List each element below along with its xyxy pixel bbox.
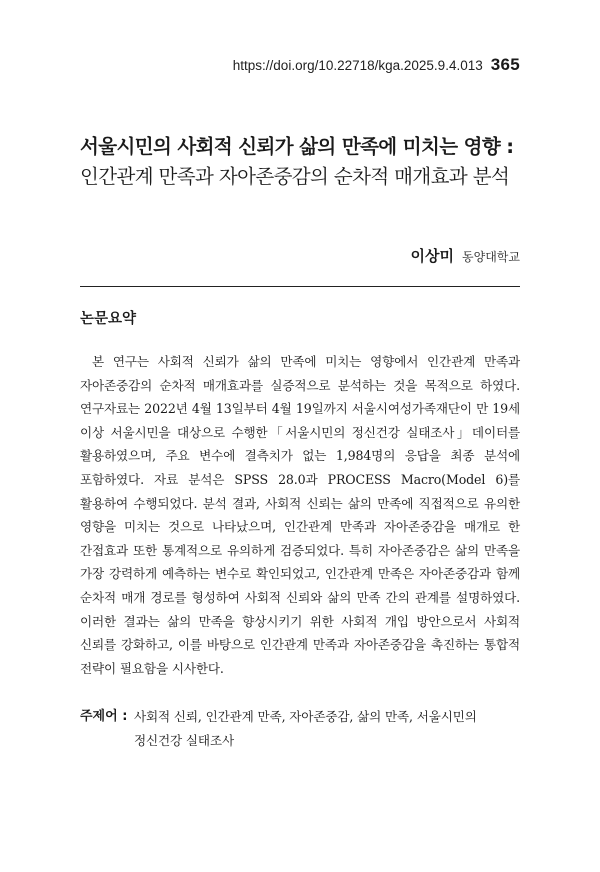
- keywords-block: [80, 705, 520, 752]
- keywords-list: 사회적 신뢰, 인간관계 만족, 자아존중감, 삶의 만족, 서울시민의 정신건강 실태조사: [134, 709, 477, 748]
- doi-link[interactable]: https://doi.org/10.22718/kga.2025.9.4.013: [232, 58, 483, 73]
- page-number: 365: [490, 55, 520, 74]
- paper-subtitle: 인간관계 만족과 자아존중감의 순차적 매개효과 분석: [80, 165, 510, 188]
- abstract-body: 본 연구는 사회적 신뢰가 삶의 만족에 미치는 영향에서 인간관계 만족과 자아존중감의 순차적 매개효과를 실증적으로 분석하는 것을 목적으로 하였다. 연구자료는 2022년 4월 13일부터 4월 19일까지 서울시여성가족재단이 만 19세 이상 서울시민을 대상으로 수행한「서울시민의 정신건강 실태조사」데이터를 활용하였으며, 주요 변수에 결측치가 없는 1,984명의 응답을 최종 분석에 포함하였다. 자료 분석은 SPSS 28.0과 PROCESS Macro(Model 6)를 활용하여 수행되었다. 분석 결과, 사회적 신뢰는 삶의 만족에 직접적으로 유의한 영향을 미치는 것으로 나타났으며, 인간관계 만족과 자아존중감을 매개로 한 간접효과 또한 통계적으로 유의하게 검증되었다. 특히 자아존중감은 삶의 만족을 가장 강력하게 예측하는 변수로 확인되었고, 인간관계 만족은 자아존중감과 함께 순차적 매개 경로를 형성하여 사회적 신뢰와 삶의 만족 간의 관계를 설명하였다. 이러한 결과는 삶의 만족을 향상시키기 위한 사회적 개입 방안으로서 사회적 신뢰를 강화하고, 이를 바탕으로 인간관계 만족과 자아존중감을 촉진하는 통합적 전략이 필요함을 시사한다.: [80, 354, 520, 676]
- running-header: [233, 55, 520, 75]
- paper-title-block: [80, 134, 525, 190]
- author-line: [411, 245, 520, 266]
- keywords-label: 주제어 :: [80, 709, 128, 724]
- author-affiliation: 동양대학교: [462, 250, 520, 264]
- abstract-heading: 논문요약: [80, 311, 137, 327]
- paper-title: 서울시민의 사회적 신뢰가 삶의 만족에 미치는 영향 :: [80, 135, 514, 158]
- section-divider: [80, 286, 520, 287]
- author-name: 이상미: [410, 247, 455, 265]
